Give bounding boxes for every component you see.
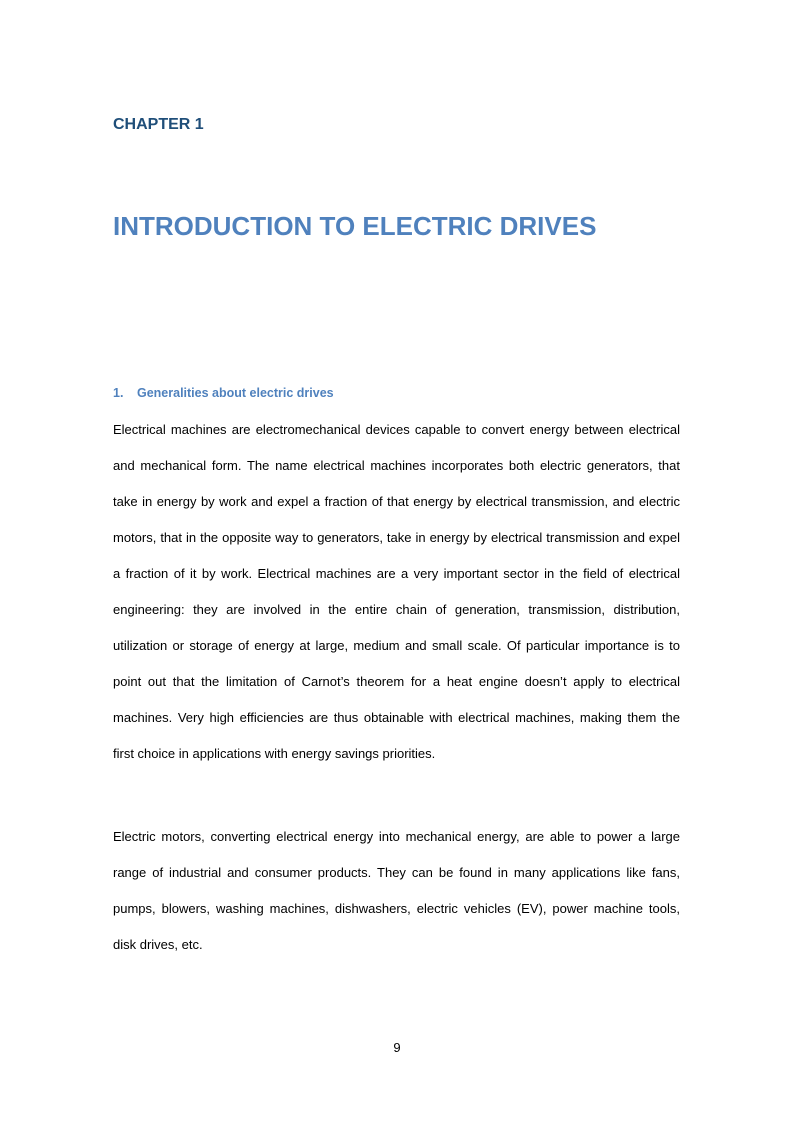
body-paragraph-2: Electric motors, converting electrical energy into mechanical energy, are able to power a large range of industrial and consumer products. They can be found in many applications like fans, pumps, blowers, washing machines, dishwashers, electric vehicles (EV), power machine tools, disk drives, etc. <box>113 829 680 952</box>
chapter-label: CHAPTER 1 <box>113 116 204 133</box>
section-heading <box>113 386 334 400</box>
chapter-title: INTRODUCTION TO ELECTRIC DRIVES <box>113 211 597 241</box>
page-number: 9 <box>393 1040 401 1055</box>
section-title: Generalities about electric drives <box>137 386 334 400</box>
section-number: 1. <box>113 386 124 400</box>
body-paragraph-1: Electrical machines are electromechanical devices capable to convert energy between electrical and mechanical form. The name electrical machines incorporates both electric generators, that take in energy by work and expel a fraction of that energy by electrical transmission, and electric motors, that in the opposite way to generators, take in energy by electrical transmission and expel a fraction of it by work. Electrical machines are a very important sector in the field of electrical engineering: they are involved in the entire chain of generation, transmission, distribution, utilization or storage of energy at large, medium and small scale. Of particular importance is to point out that the limitation of Carnot’s theorem for a heat engine doesn’t apply to electrical machines. Very high efficiencies are thus obtainable with electrical machines, making them the first choice in applications with energy savings priorities. <box>113 422 680 761</box>
